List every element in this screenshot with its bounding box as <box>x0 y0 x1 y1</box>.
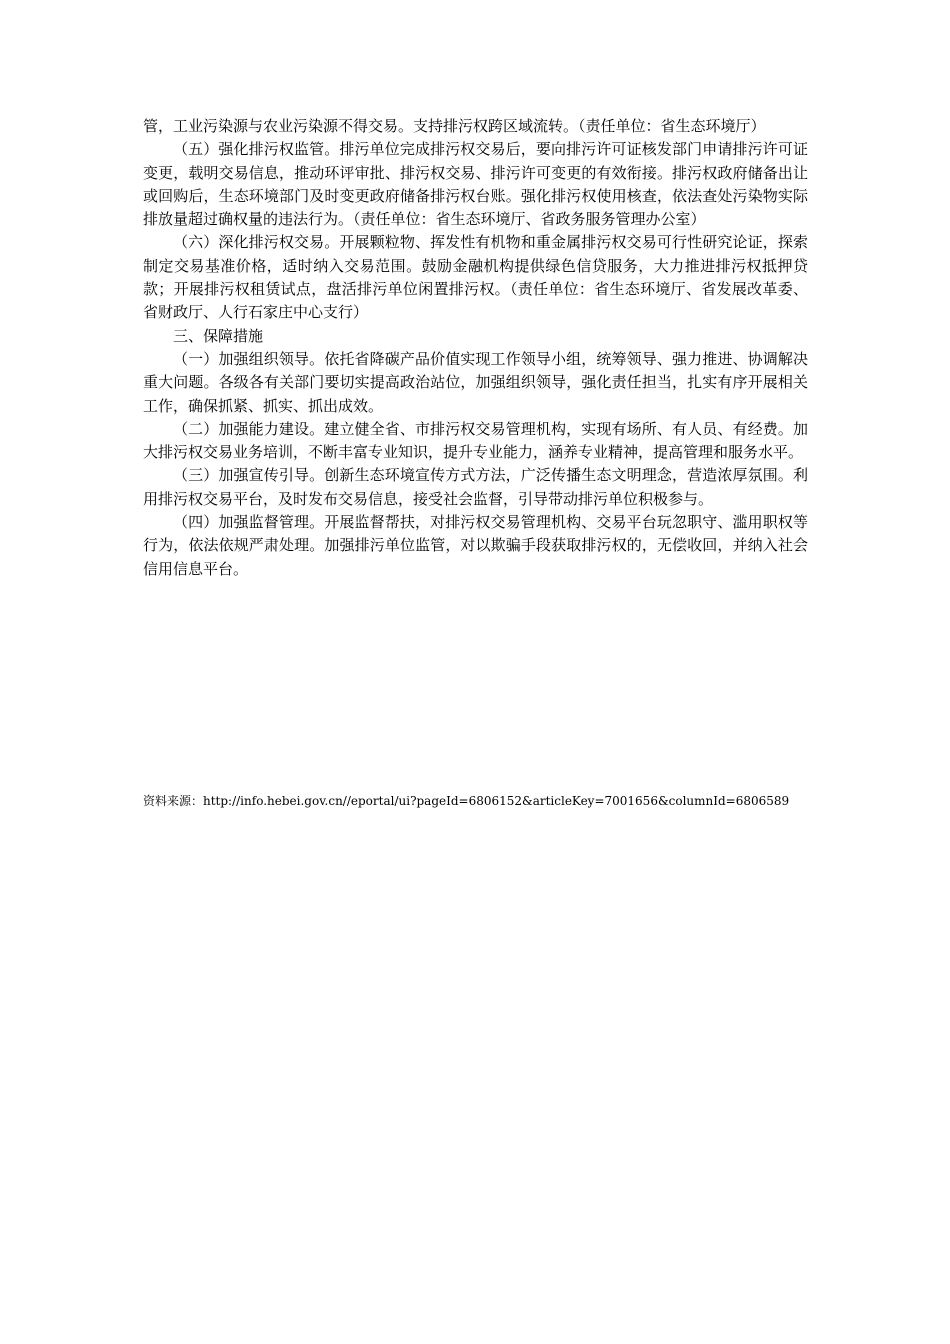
section-heading: 三、保障措施 <box>173 326 264 345</box>
paragraph-measure-2: （二）加强能力建设。建立健全省、市排污权交易管理机构，实现有场所、有人员、有经费。加大排污权交易业务培训，不断丰富专业知识，提升专业能力，涵养专业精神，提高管理和服务水平。 <box>143 419 808 462</box>
source-citation: 资料来源：http://info.hebei.gov.cn//eportal/ui?pageId=6806152&articleKey=7001656&columnId=6806589 <box>143 794 790 808</box>
paragraph-continuation: 管，工业污染源与农业污染源不得交易。支持排污权跨区域流转。（责任单位：省生态环境厅） <box>143 117 766 135</box>
document-body <box>143 115 808 581</box>
paragraph-item-6: （六）深化排污权交易。开展颗粒物、挥发性有机物和重金属排污权交易可行性研究论证，探索制定交易基准价格，适时纳入交易范围。鼓励金融机构提供绿色信贷服务，大力推进排污权抵押贷款；开展排污权租赁试点，盘活排污单位闲置排污权。（责任单位：省生态环境厅、省发展改革委、省财政厅、人行石家庄中心支行） <box>143 233 808 322</box>
paragraph-measure-3: （三）加强宣传引导。创新生态环境宣传方式方法，广泛传播生态文明理念，营造浓厚氛围。利用排污权交易平台，及时发布交易信息，接受社会监督，引导带动排污单位积极参与。 <box>143 466 808 508</box>
paragraph-measure-1: （一）加强组织领导。依托省降碳产品价值实现工作领导小组，统筹领导、强力推进、协调解决重大问题。各级各有关部门要切实提高政治站位，加强组织领导，强化责任担当，扎实有序开展相关工作，确保抓紧、抓实、抓出成效。 <box>143 349 808 415</box>
paragraph-measure-4: （四）加强监督管理。开展监督帮扶，对排污权交易管理机构、交易平台玩忽职守、滥用职权等行为，依法依规严肃处理。加强排污单位监管，对以欺骗手段获取排污权的，无偿收回，并纳入社会信用信息平台。 <box>143 513 808 578</box>
paragraph-item-5: （五）强化排污权监管。排污单位完成排污权交易后，要向排污许可证核发部门申请排污许可证变更，载明交易信息，推动环评审批、排污权交易、排污许可变更的有效衔接。排污权政府储备出让或回购后，生态环境部门及时变更政府储备排污权台账。强化排污权使用核查，依法查处污染物实际排放量超过确权量的违法行为。（责任单位：省生态环境厅、省政务服务管理办公室） <box>143 140 808 229</box>
